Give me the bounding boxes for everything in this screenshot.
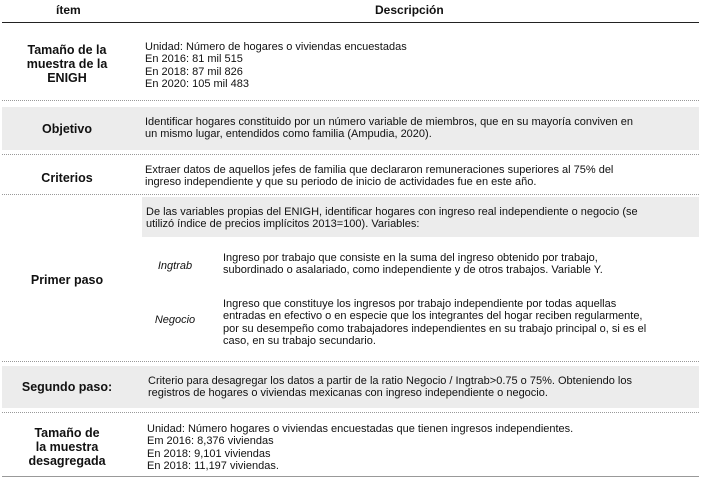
row-tamano-muestra-description: Unidad: Número de hogares o viviendas encuestadas En 2016: 81 mil 515 En 2018: 87 mil 826 En 2020: 105 mil 483 (145, 41, 407, 91)
row-divider (2, 154, 699, 155)
row-muestra-desagregada-description: Unidad: Número hogares o viviendas encuestadas que tienen ingresos independientes. Em 2016: 8,376 viviendas En 2018: 9,101 viviendas En 2018: 11,197 viviendas. (147, 423, 574, 473)
row-tamano-muestra-label: Tamaño de la muestra de la ENIGH (26, 43, 108, 85)
row-divider (2, 412, 699, 413)
header-description: Descripción (375, 3, 444, 17)
row-primer-paso-label: Primer paso (30, 273, 104, 287)
variable-ingtrab-description: Ingreso por trabajo que consiste en la suma del ingreso obtenido por trabajo, subordinado o asalariado, como independiente y de otros trabajos. Variable Y. (223, 252, 603, 277)
variable-ingtrab-name: Ingtrab (157, 260, 193, 272)
row-primer-paso-intro: De las variables propias del ENIGH, identificar hogares con ingreso real independiente o negocio (se utilizó índice de precios implícitos 2013=100). Variables: (146, 206, 638, 231)
row-divider (2, 194, 699, 195)
row-segundo-paso-description: Criterio para desagregar los datos a partir de la ratio Negocio / Ingtrab>0.75 o 75%. Obteniendo los registros de hogares o viviendas mexicanas con ingreso independiente o negocio. (148, 375, 632, 400)
row-objetivo-label: Objetivo (41, 122, 92, 136)
table-bottom-rule (2, 476, 699, 477)
row-divider (2, 361, 699, 362)
row-segundo-paso-label: Segundo paso: (21, 380, 113, 394)
row-divider (2, 100, 699, 101)
variable-negocio-description: Ingreso que constituye los ingresos por trabajo independiente por todas aquellas entradas en efectivo o en especie que los integrantes del hogar reciben regularmente, por su desempeño como trabajadores independientes en su trabajo principal o, si es el caso, en su trabajo secundario. (223, 298, 647, 348)
variable-negocio-name: Negocio (154, 314, 196, 326)
row-objetivo-description: Identificar hogares constituido por un número variable de miembros, que en su mayoría conviven en un mismo lugar, entendidos como familia (Ampudia, 2020). (145, 116, 633, 141)
row-criterios-label: Criterios (41, 171, 93, 185)
row-criterios-description: Extraer datos de aquellos jefes de familia que declararon remuneraciones superiores al 75% del ingreso independiente y que su periodo de inicio de actividades fue en este año. (145, 164, 614, 189)
header-item: ítem (56, 3, 81, 17)
header-rule (2, 22, 699, 23)
row-muestra-desagregada-label: Tamaño de la muestra desagregada (28, 426, 106, 468)
